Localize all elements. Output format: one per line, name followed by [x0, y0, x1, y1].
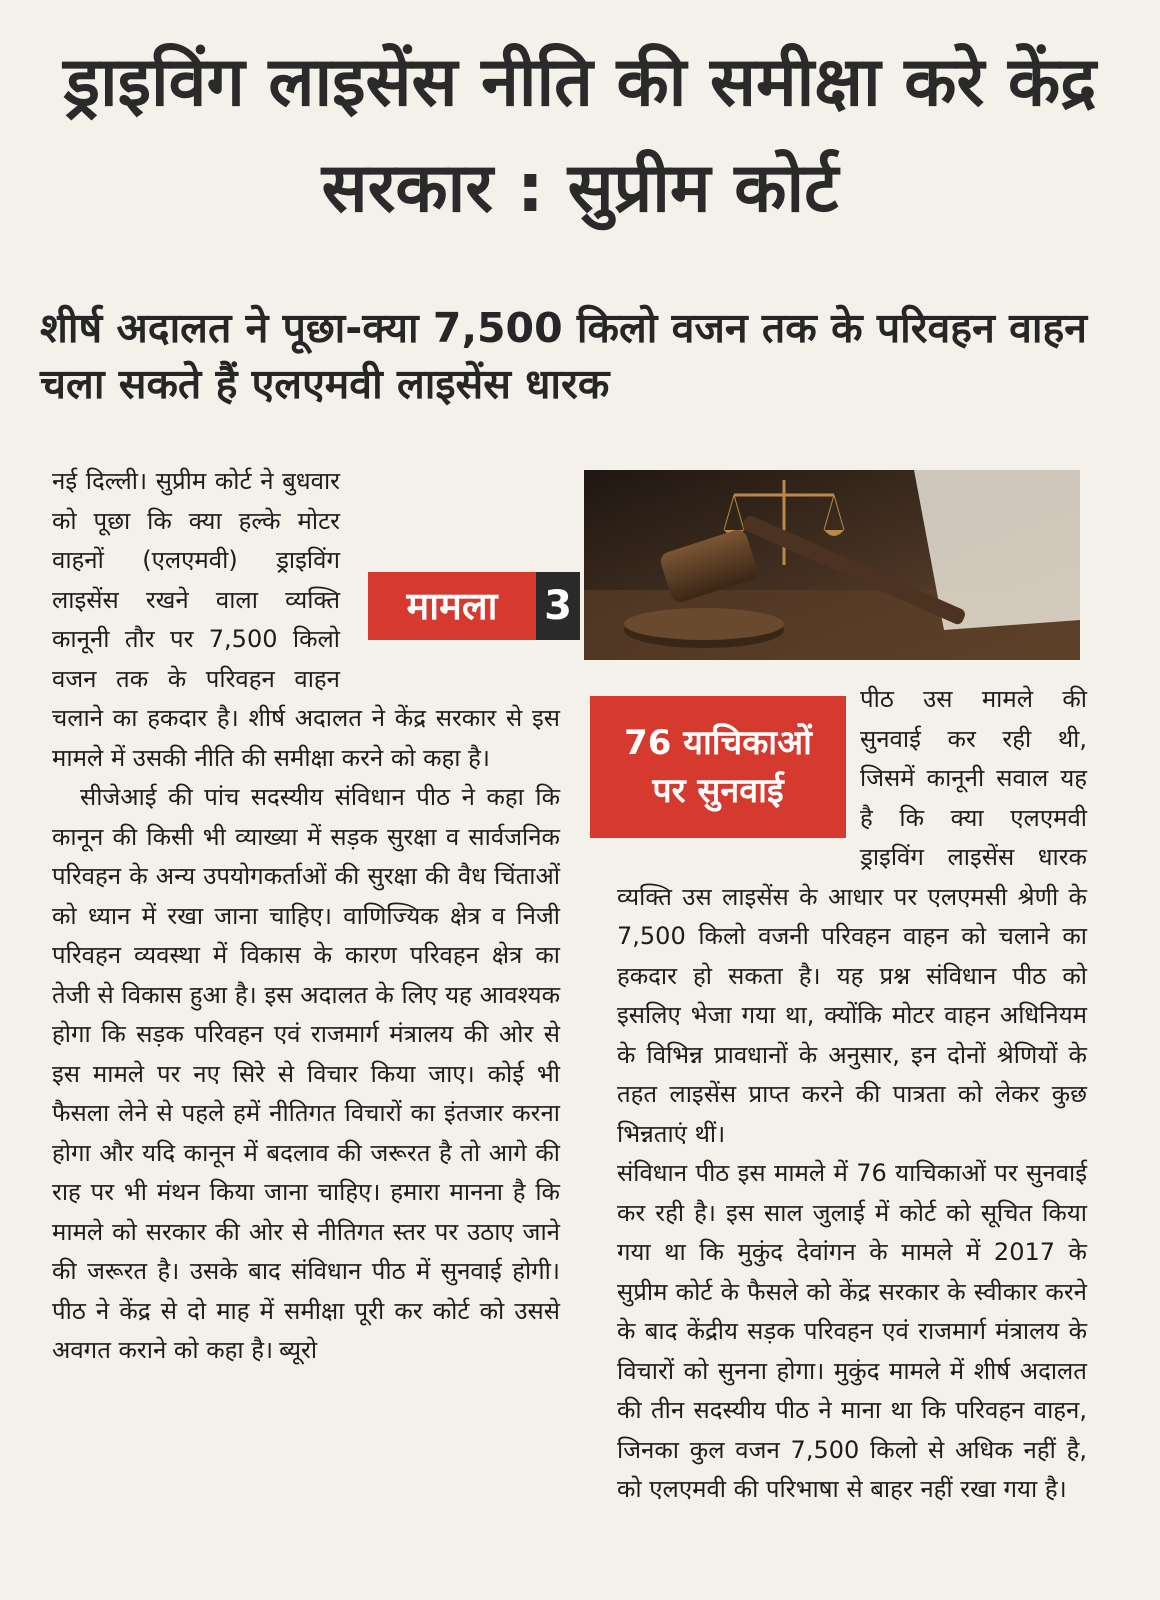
article-column-right [617, 680, 1087, 1510]
right-paragraph-2: संविधान पीठ इस मामले में 76 याचिकाओं पर सुनवाई कर रही है। इस साल जुलाई में कोर्ट को सूचित किया गया था कि मुकुंद देवांगन के मामले में 2017 के सुप्रीम कोर्ट के फैसले को केंद्र सरकार के स्वीकार करने के बाद केंद्रीय सड़क परिवहन एवं राजमार्ग मंत्रालय के विचारों को सुनना होगा। मुकुंद मामले में शीर्ष अदालत की तीन सदस्यीय पीठ ने माना था कि परिवहन वाहन, जिनका कुल वजन 7,500 किलो से अधिक नहीं है, को एलएमवी की परिभाषा से बाहर नहीं रखा गया है। [617, 1159, 1087, 1503]
case-tag-number: 3 [536, 572, 580, 640]
petitions-tag [590, 696, 846, 838]
byline: ब्यूरो [279, 1336, 318, 1364]
case-tag-label: मामला [368, 572, 536, 640]
left-paragraph-2-text: सीजेआई की पांच सदस्यीय संविधान पीठ ने कहा कि कानून की किसी भी व्याख्या में सड़क सुरक्षा व सार्वजनिक परिवहन के अन्य उपयोगकर्ताओं की सुरक्षा की वैध चिंताओं को ध्यान में रखा जाना चाहिए। वाणिज्यिक क्षेत्र व निजी परिवहन व्यवस्था में विकास के कारण परिवहन क्षेत्र का तेजी से विकास हुआ है। इस अदालत के लिए यह आवश्यक होगा कि सड़क परिवहन एवं राजमार्ग मंत्रालय की ओर से इस मामले पर नए सिरे से विचार किया जाए। कोई भी फैसला लेने से पहले हमें नीतिगत विचारों का इंतजार करना होगा और यदि कानून में बदलाव की जरूरत है तो आगे की राह पर भी मंथन किया जाना चाहिए। हमारा मानना है कि मामले को सरकार की ओर से नीतिगत स्तर पर उठाए जाने की जरूरत है। उसके बाद संविधान पीठ में सुनवाई होगी। पीठ ने केंद्र से दो माह में समीक्षा पूरी कर कोर्ट को उससे अवगत कराने को कहा है। [52, 783, 560, 1364]
gavel-photo [584, 470, 1080, 660]
article-column-left [52, 462, 560, 1371]
float-spacer [340, 462, 560, 662]
left-paragraph-2 [52, 778, 560, 1371]
right-paragraph-1 [617, 680, 1087, 1154]
gavel-and-scales-icon [584, 470, 1080, 660]
petitions-tag-line2: पर सुनवाई [652, 771, 784, 811]
headline: ड्राइविंग लाइसेंस नीति की समीक्षा करे केंद्र सरकार : सुप्रीम कोर्ट [63, 43, 1097, 228]
left-paragraph-1: नई दिल्ली। सुप्रीम कोर्ट ने बुधवार को पूछा कि क्या हल्के मोटर वाहनों (एलएमवी) ड्राइविंग लाइसेंस रखने वाला व्यक्ति कानूनी तौर पर 7,500 किलो वजन तक के परिवहन वाहन चलाने का हकदार है। शीर्ष अदालत ने केंद्र सरकार से इस मामले में उसकी नीति की समीक्षा करने को कहा है। [52, 467, 560, 772]
subheadline: शीर्ष अदालत ने पूछा-क्या 7,500 किलो वजन तक के परिवहन वाहन चला सकते हैं एलएमवी लाइसेंस धारक [40, 304, 1088, 408]
petitions-tag-line1: 76 याचिकाओं [624, 723, 812, 763]
right-paragraph-1-text: पीठ उस मामले की सुनवाई कर रही थी, जिसमें कानूनी सवाल यह है कि क्या एलएमवी ड्राइविंग लाइसेंस धारक व्यक्ति उस लाइसेंस के आधार पर एलएमसी श्रेणी के 7,500 किलो वजनी परिवहन वाहन को चलाने का हकदार हो सकता है। यह प्रश्न संविधान पीठ को इसलिए भेजा गया था, क्योंकि मोटर वाहन अधिनियम के विभिन्न प्रावधानों के अनुसार, इन दोनों श्रेणियों के तहत लाइसेंस प्राप्त करने की पात्रता को लेकर कुछ भिन्नताएं थीं। [617, 685, 1087, 1148]
